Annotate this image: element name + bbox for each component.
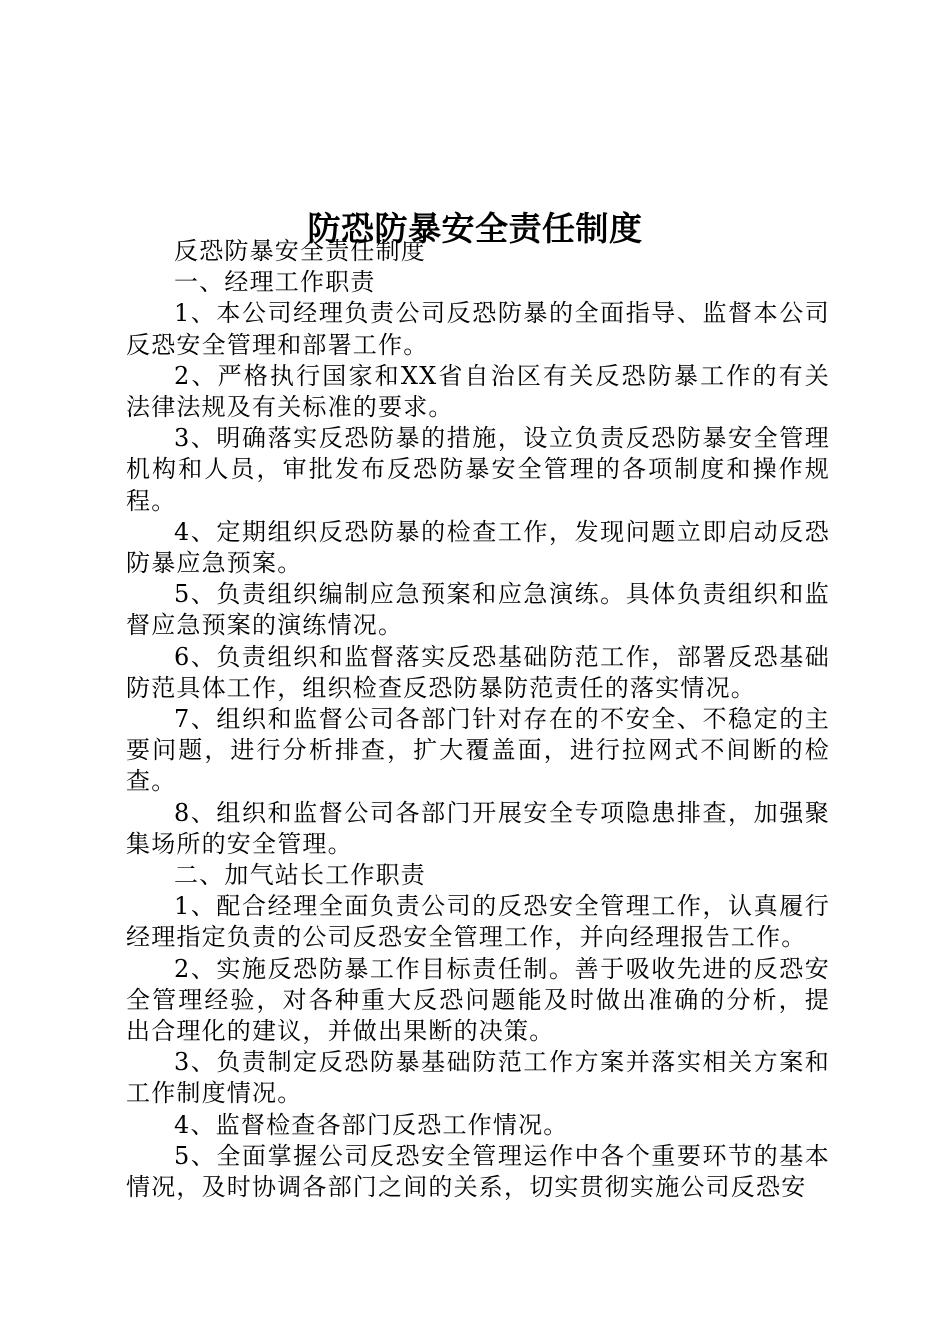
station-chief-duty-1: 1、配合经理全面负责公司的反恐安全管理工作，认真履行经理指定负责的公司反恐安全管理工作，并向经理报告工作。: [126, 892, 830, 952]
document-body: [126, 236, 830, 1203]
manager-duty-2: 2、严格执行国家和XX省自治区有关反恐防暴工作的有关法律法规及有关标准的要求。: [126, 361, 830, 422]
station-chief-duty-3: 3、负责制定反恐防暴基础防范工作方案并落实相关方案和工作制度情况。: [126, 1048, 830, 1108]
manager-duty-3: 3、明确落实反恐防暴的措施，设立负责反恐防暴安全管理机构和人员，审批发布反恐防暴安全管理的各项制度和操作规程。: [126, 424, 830, 515]
manager-duty-5: 5、负责组织编制应急预案和应急演练。具体负责组织和监督应急预案的演练情况。: [126, 580, 830, 640]
station-chief-duty-5: 5、全面掌握公司反恐安全管理运作中各个重要环节的基本情况，及时协调各部门之间的关系，切实贯彻实施公司反恐安: [126, 1141, 830, 1202]
section-heading-manager: 一、经理工作职责: [174, 268, 376, 297]
document-title: 防恐防暴安全责任制度: [307, 209, 643, 249]
manager-duty-7: 7、组织和监督公司各部门针对存在的不安全、不稳定的主要问题，进行分析排查，扩大覆盖面，进行拉网式不间断的检查。: [126, 705, 830, 796]
subtitle-paragraph: 反恐防暴安全责任制度: [174, 237, 426, 265]
section-heading-station-chief: 二、加气站长工作职责: [174, 861, 426, 890]
station-chief-duty-4: 4、监督检查各部门反恐工作情况。: [174, 1110, 569, 1139]
station-chief-duty-2: 2、实施反恐防暴工作目标责任制。善于吸收先进的反恐安全管理经验，对各种重大反恐问题能及时做出准确的分析，提出合理化的建议，并做出果断的决策。: [126, 954, 830, 1046]
manager-duty-6: 6、负责组织和监督落实反恐基础防范工作，部署反恐基础防范具体工作，组织检查反恐防暴防范责任的落实情况。: [126, 642, 830, 702]
manager-duty-8: 8、组织和监督公司各部门开展安全专项隐患排查，加强聚集场所的安全管理。: [126, 798, 830, 858]
manager-duty-4: 4、定期组织反恐防暴的检查工作，发现问题立即启动反恐防暴应急预案。: [126, 517, 830, 578]
manager-duty-1: 1、本公司经理负责公司反恐防暴的全面指导、监督本公司反恐安全管理和部署工作。: [126, 299, 830, 359]
